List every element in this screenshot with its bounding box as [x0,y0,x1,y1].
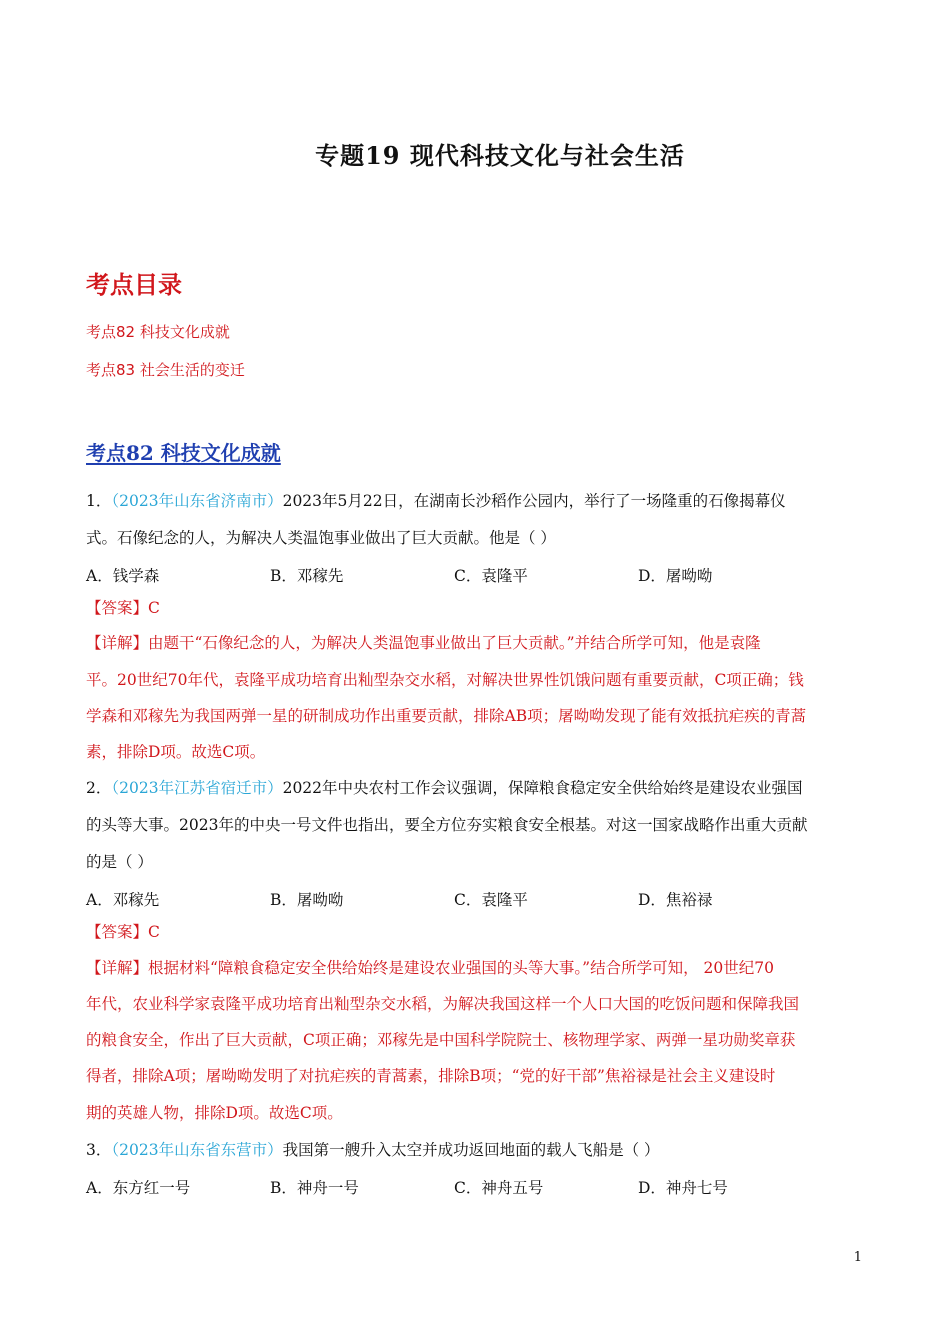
q1-option-a: A．钱学森 [86,567,160,585]
q3-option-c: C．神舟五号 [454,1179,544,1197]
q1-detail-line3: 学森和邓稼先为我国两弹一星的研制成功作出重要贡献，排除AB项；屠呦呦发现了能有效抵抗疟疾的青蒿 [86,707,807,725]
toc-item-83[interactable]: 考点83 社会生活的变迁 [86,361,245,379]
q2-source: （2023年江苏省宿迁市） [111,779,283,797]
q3-option-a: A．东方红一号 [86,1179,191,1197]
q2-option-d: D．焦裕禄 [638,891,713,909]
q1-number: 1． [86,492,112,510]
q1-detail-line1: 【详解】由题干“石像纪念的人，为解决人类温饱事业做出了巨大贡献。”并结合所学可知，他是袁隆 [86,634,761,652]
toc-heading: 考点目录 [86,271,182,299]
q2-stem-text: 2022年中央农村工作会议强调，保障粮食稳定安全供给始终是建设农业强国 [282,779,803,797]
q2-detail-line3: 的粮食安全，作出了巨大贡献，C项正确；邓稼先是中国科学院院士、核物理学家、两弹一星功勋奖章获 [86,1031,796,1049]
q1-detail-line2: 平。20世纪70年代，袁隆平成功培育出籼型杂交水稻，对解决世界性饥饿问题有重要贡献，C项正确；钱 [86,671,804,689]
q2-detail-line2: 年代，农业科学家袁隆平成功培育出籼型杂交水稻，为解决我国这样一个人口大国的吃饭问题和保障我国 [86,995,800,1013]
q2-option-b: B．屠呦呦 [270,891,344,909]
q1-stem-text: 2023年5月22日，在湖南长沙稻作公园内，举行了一场隆重的石像揭幕仪 [282,492,786,510]
q2-stem-line2: 的头等大事。2023年的中央一号文件也指出，要全方位夯实粮食安全根基。对这一国家战略作出重大贡献 [86,816,808,834]
q2-answer: 【答案】C [86,923,160,941]
toc-item-82[interactable]: 考点82 科技文化成就 [86,323,230,341]
q3-number: 3． [86,1141,112,1159]
q3-stem-text: 我国第一艘升入太空并成功返回地面的载人飞船是（ ） [282,1141,660,1159]
q1-stem-line2: 式。石像纪念的人，为解决人类温饱事业做出了巨大贡献。他是（ ） [86,529,556,547]
q3-stem-line1 [86,1140,660,1160]
q3-source: （2023年山东省东营市） [111,1141,283,1159]
q2-stem-line1 [86,778,803,798]
page-number: 1 [853,1250,862,1265]
q1-source: （2023年山东省济南市） [111,492,283,510]
q3-option-d: D．神舟七号 [638,1179,728,1197]
q2-option-c: C．袁隆平 [454,891,528,909]
section-heading-82[interactable]: 考点82 科技文化成就 [86,441,281,465]
q2-detail-line5: 期的英雄人物，排除D项。故选C项。 [86,1104,343,1122]
q2-detail-line4: 得者，排除A项；屠呦呦发明了对抗疟疾的青蒿素，排除B项；“党的好干部”焦裕禄是社会主义建设时 [86,1067,776,1085]
document-title: 专题19 现代科技文化与社会生活 [315,141,685,170]
q1-answer: 【答案】C [86,599,160,617]
q1-option-b: B．邓稼先 [270,567,344,585]
q2-stem-line3: 的是（ ） [86,853,153,871]
q1-stem-line1 [86,491,786,511]
q1-option-d: D．屠呦呦 [638,567,713,585]
q2-option-a: A．邓稼先 [86,891,160,909]
q3-option-b: B．神舟一号 [270,1179,359,1197]
q1-detail-line4: 素，排除D项。故选C项。 [86,743,266,761]
q2-detail-line1: 【详解】根据材料“障粮食稳定安全供给始终是建设农业强国的头等大事。”结合所学可知， 20世纪70 [86,959,774,977]
q1-option-c: C．袁隆平 [454,567,528,585]
q2-number: 2． [86,779,112,797]
